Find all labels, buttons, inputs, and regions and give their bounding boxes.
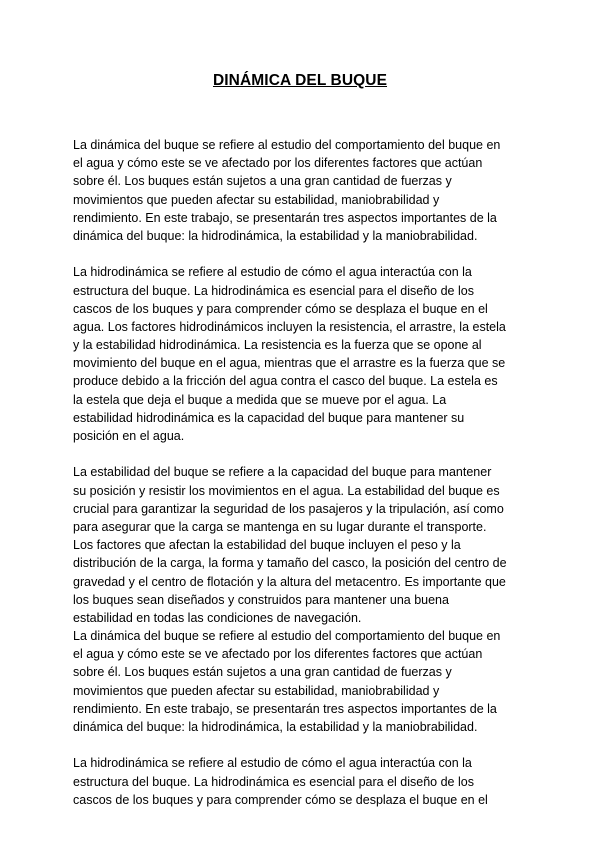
paragraph [73,263,533,445]
paragraph-line: los buques sean diseñados y construidos para mantener una buena [73,592,449,607]
paragraph [73,136,533,245]
paragraph-line: distribución de la carga, la forma y tamaño del casco, la posición del centro de [73,556,507,571]
paragraph-line: estabilidad en todas las condiciones de navegación. [73,610,362,625]
paragraph-line: el agua y cómo este se ve afectado por los diferentes factores que actúan [73,647,483,662]
paragraph-line: estructura del buque. La hidrodinámica es esencial para el diseño de los [73,774,474,789]
paragraph-line: movimientos que pueden afectar su estabilidad, maniobrabilidad y [73,192,440,207]
paragraph-line: para asegurar que la carga se mantenga en su lugar durante el transporte. [73,519,487,534]
paragraph-spacer [73,445,533,463]
paragraph [73,627,533,736]
paragraph-line: dinámica del buque: la hidrodinámica, la estabilidad y la maniobrabilidad. [73,228,478,243]
paragraph-line: dinámica del buque: la hidrodinámica, la estabilidad y la maniobrabilidad. [73,720,478,734]
paragraph-line: movimientos que pueden afectar su estabilidad, maniobrabilidad y [73,683,440,698]
paragraph-line: estructura del buque. La hidrodinámica es esencial para el diseño de los [73,283,474,298]
paragraph-line: La hidrodinámica se refiere al estudio de cómo el agua interactúa con la [73,756,472,771]
paragraph-line: La hidrodinámica se refiere al estudio de cómo el agua interactúa con la [73,265,472,280]
paragraph-line: crucial para garantizar la seguridad de los pasajeros y la tripulación, así como [73,501,504,516]
paragraph-line: y la estabilidad hidrodinámica. La resistencia es la fuerza que se opone al [73,338,482,353]
paragraph [73,754,533,809]
paragraph-line: posición en el agua. [73,429,185,443]
paragraph-line: su posición y resistir los movimientos en el agua. La estabilidad del buque es [73,483,500,498]
paragraph-line: sobre él. Los buques están sujetos a una gran cantidad de fuerzas y [73,665,452,680]
paragraph-line: gravedad y el centro de flotación y la altura del metacentro. Es importante que [73,574,506,589]
paragraph [73,463,533,627]
paragraph-line: produce debido a la fricción del agua contra el casco del buque. La estela es [73,374,498,389]
paragraph-spacer [73,736,533,754]
page-title: DINÁMICA DEL BUQUE [212,72,388,89]
paragraph-line: La dinámica del buque se refiere al estudio del comportamiento del buque en [73,629,501,644]
paragraph-line: cascos de los buques y para comprender cómo se desplaza el buque en el [73,301,488,316]
paragraph-line: rendimiento. En este trabajo, se presentarán tres aspectos importantes de la [73,210,497,225]
paragraph-line: La dinámica del buque se refiere al estudio del comportamiento del buque en [73,138,501,152]
paragraph-line: rendimiento. En este trabajo, se presentarán tres aspectos importantes de la [73,701,497,716]
paragraph-line: cascos de los buques y para comprender cómo se desplaza el buque en el [73,792,488,807]
paragraph-line: La estabilidad del buque se refiere a la capacidad del buque para mantener [73,465,492,480]
paragraph-spacer [73,245,533,263]
paragraph-line: agua. Los factores hidrodinámicos incluyen la resistencia, el arrastre, la estela [73,319,506,334]
paragraph-line: sobre él. Los buques están sujetos a una gran cantidad de fuerzas y [73,174,452,189]
document-body [73,136,533,809]
paragraph-line: Los factores que afectan la estabilidad del buque incluyen el peso y la [73,538,461,553]
paragraph-line: estabilidad hidrodinámica es la capacidad del buque para mantener su [73,410,465,425]
paragraph-line: movimiento del buque en el agua, mientras que el arrastre es la fuerza que se [73,356,506,371]
paragraph-line: la estela que deja el buque a medida que se mueve por el agua. La [73,392,447,407]
paragraph-line: el agua y cómo este se ve afectado por los diferentes factores que actúan [73,156,483,171]
